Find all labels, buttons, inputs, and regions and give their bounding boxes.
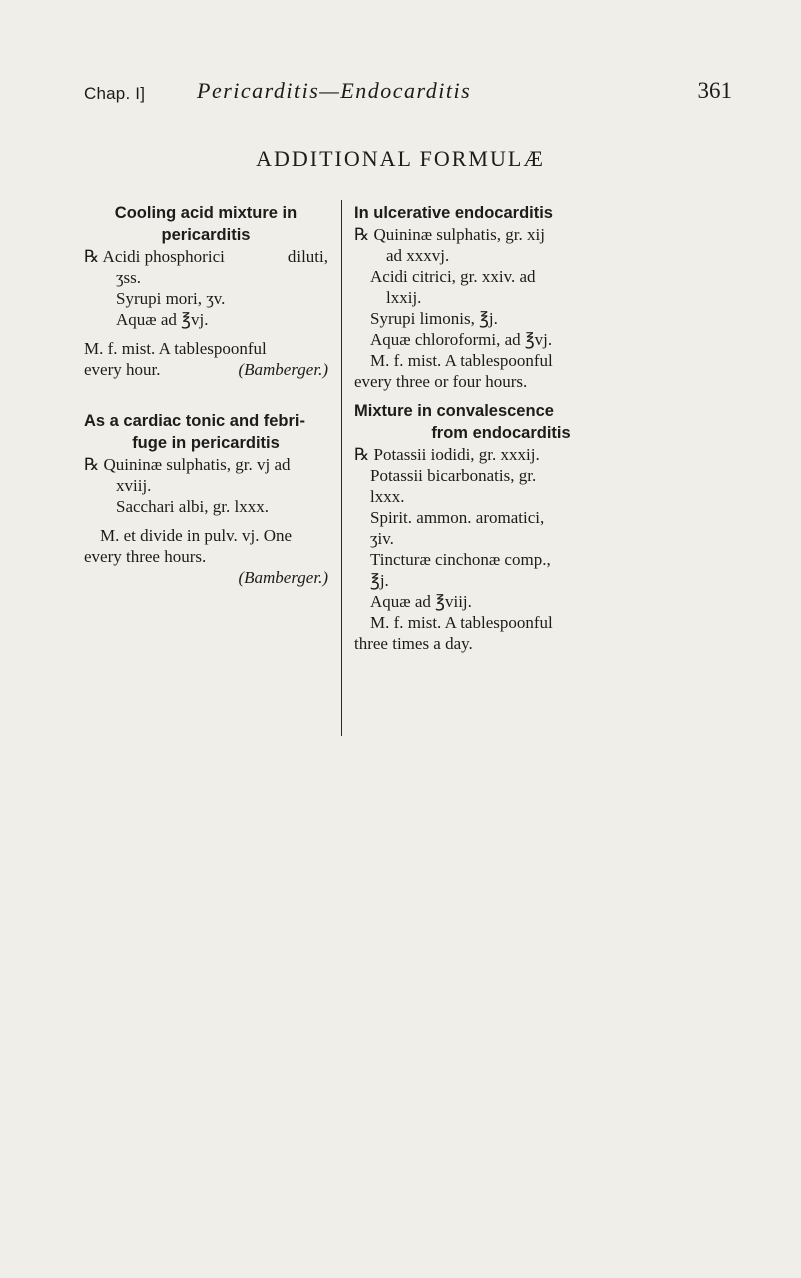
section-title: ADDITIONAL FORMULÆ [256, 146, 545, 171]
right-column [354, 202, 648, 654]
recipe-line: Sacchari albi, gr. lxxx. [116, 497, 269, 516]
left-column [84, 202, 328, 588]
recipe-line: Potassii bicarbonatis, gr. [370, 466, 537, 485]
recipe-line: ad xxxvj. [386, 246, 450, 265]
author-attribution: (Bamberger.) [238, 568, 328, 587]
running-title: Pericarditis—Endocarditis [197, 78, 472, 103]
recipe-line: lxxij. [386, 288, 422, 307]
formula-heading: from endocarditis [431, 424, 571, 442]
recipe-line: Syrupi limonis, ℥j. [370, 309, 498, 328]
recipe-line: ℞ Quininæ sulphatis, gr. vj ad [84, 455, 291, 474]
recipe-line: xviij. [116, 476, 152, 495]
recipe-instruction: M. f. mist. A tablespoonful [370, 613, 553, 632]
formula-heading: pericarditis [161, 226, 251, 244]
recipe-line: Tincturæ cinchonæ comp., [370, 550, 551, 569]
running-header [84, 78, 732, 112]
recipe-instruction: every three or four hours. [354, 372, 528, 391]
recipe-line: ℞ Potassii iodidi, gr. xxxij. [354, 445, 540, 464]
recipe-line: ℞ Acidi phosphorici diluti, [84, 247, 328, 266]
recipe-instruction: M. f. mist. A tablespoonful [84, 339, 267, 358]
formula-heading: As a cardiac tonic and febri- [84, 412, 305, 430]
recipe-line: Aquæ ad ℥vj. [116, 310, 209, 329]
recipe-instruction: every hour. (Bamberger.) [84, 360, 328, 379]
recipe-line: ℥j. [370, 571, 389, 590]
formula-cooling-acid-mixture [84, 202, 328, 380]
page-number: 361 [697, 78, 732, 103]
recipe-line: ℞ Quininæ sulphatis, gr. xij [354, 225, 545, 244]
formula-heading: In ulcerative endocarditis [354, 204, 553, 222]
recipe-line: Spirit. ammon. aromatici, [370, 508, 545, 527]
recipe-instruction: M. f. mist. A tablespoonful [370, 351, 553, 370]
formula-heading: Mixture in convalescence [354, 402, 554, 420]
recipe-line: Aquæ chloroformi, ad ℥vj. [370, 330, 553, 349]
recipe-line: ʒiv. [370, 529, 394, 548]
recipe-line: Aquæ ad ℥viij. [370, 592, 472, 611]
formula-cardiac-tonic [84, 410, 328, 588]
recipe-line: lxxx. [370, 487, 405, 506]
recipe-instruction: three times a day. [354, 634, 473, 653]
chapter-label: Chap. I] [84, 84, 146, 103]
recipe-instruction: M. et divide in pulv. vj. One [100, 526, 293, 545]
column-divider [341, 200, 342, 736]
formula-heading: Cooling acid mixture in [114, 204, 298, 222]
recipe-instruction: every three hours. [84, 547, 207, 566]
formula-convalescence-mixture [354, 400, 648, 654]
recipe-line: Acidi citrici, gr. xxiv. ad [370, 267, 536, 286]
recipe-line: ʒss. [116, 268, 142, 287]
formula-ulcerative-endocarditis [354, 202, 648, 392]
recipe-line: Syrupi mori, ʒv. [116, 289, 226, 308]
author-attribution: (Bamberger.) [238, 360, 328, 379]
formula-heading: fuge in pericarditis [132, 434, 280, 452]
